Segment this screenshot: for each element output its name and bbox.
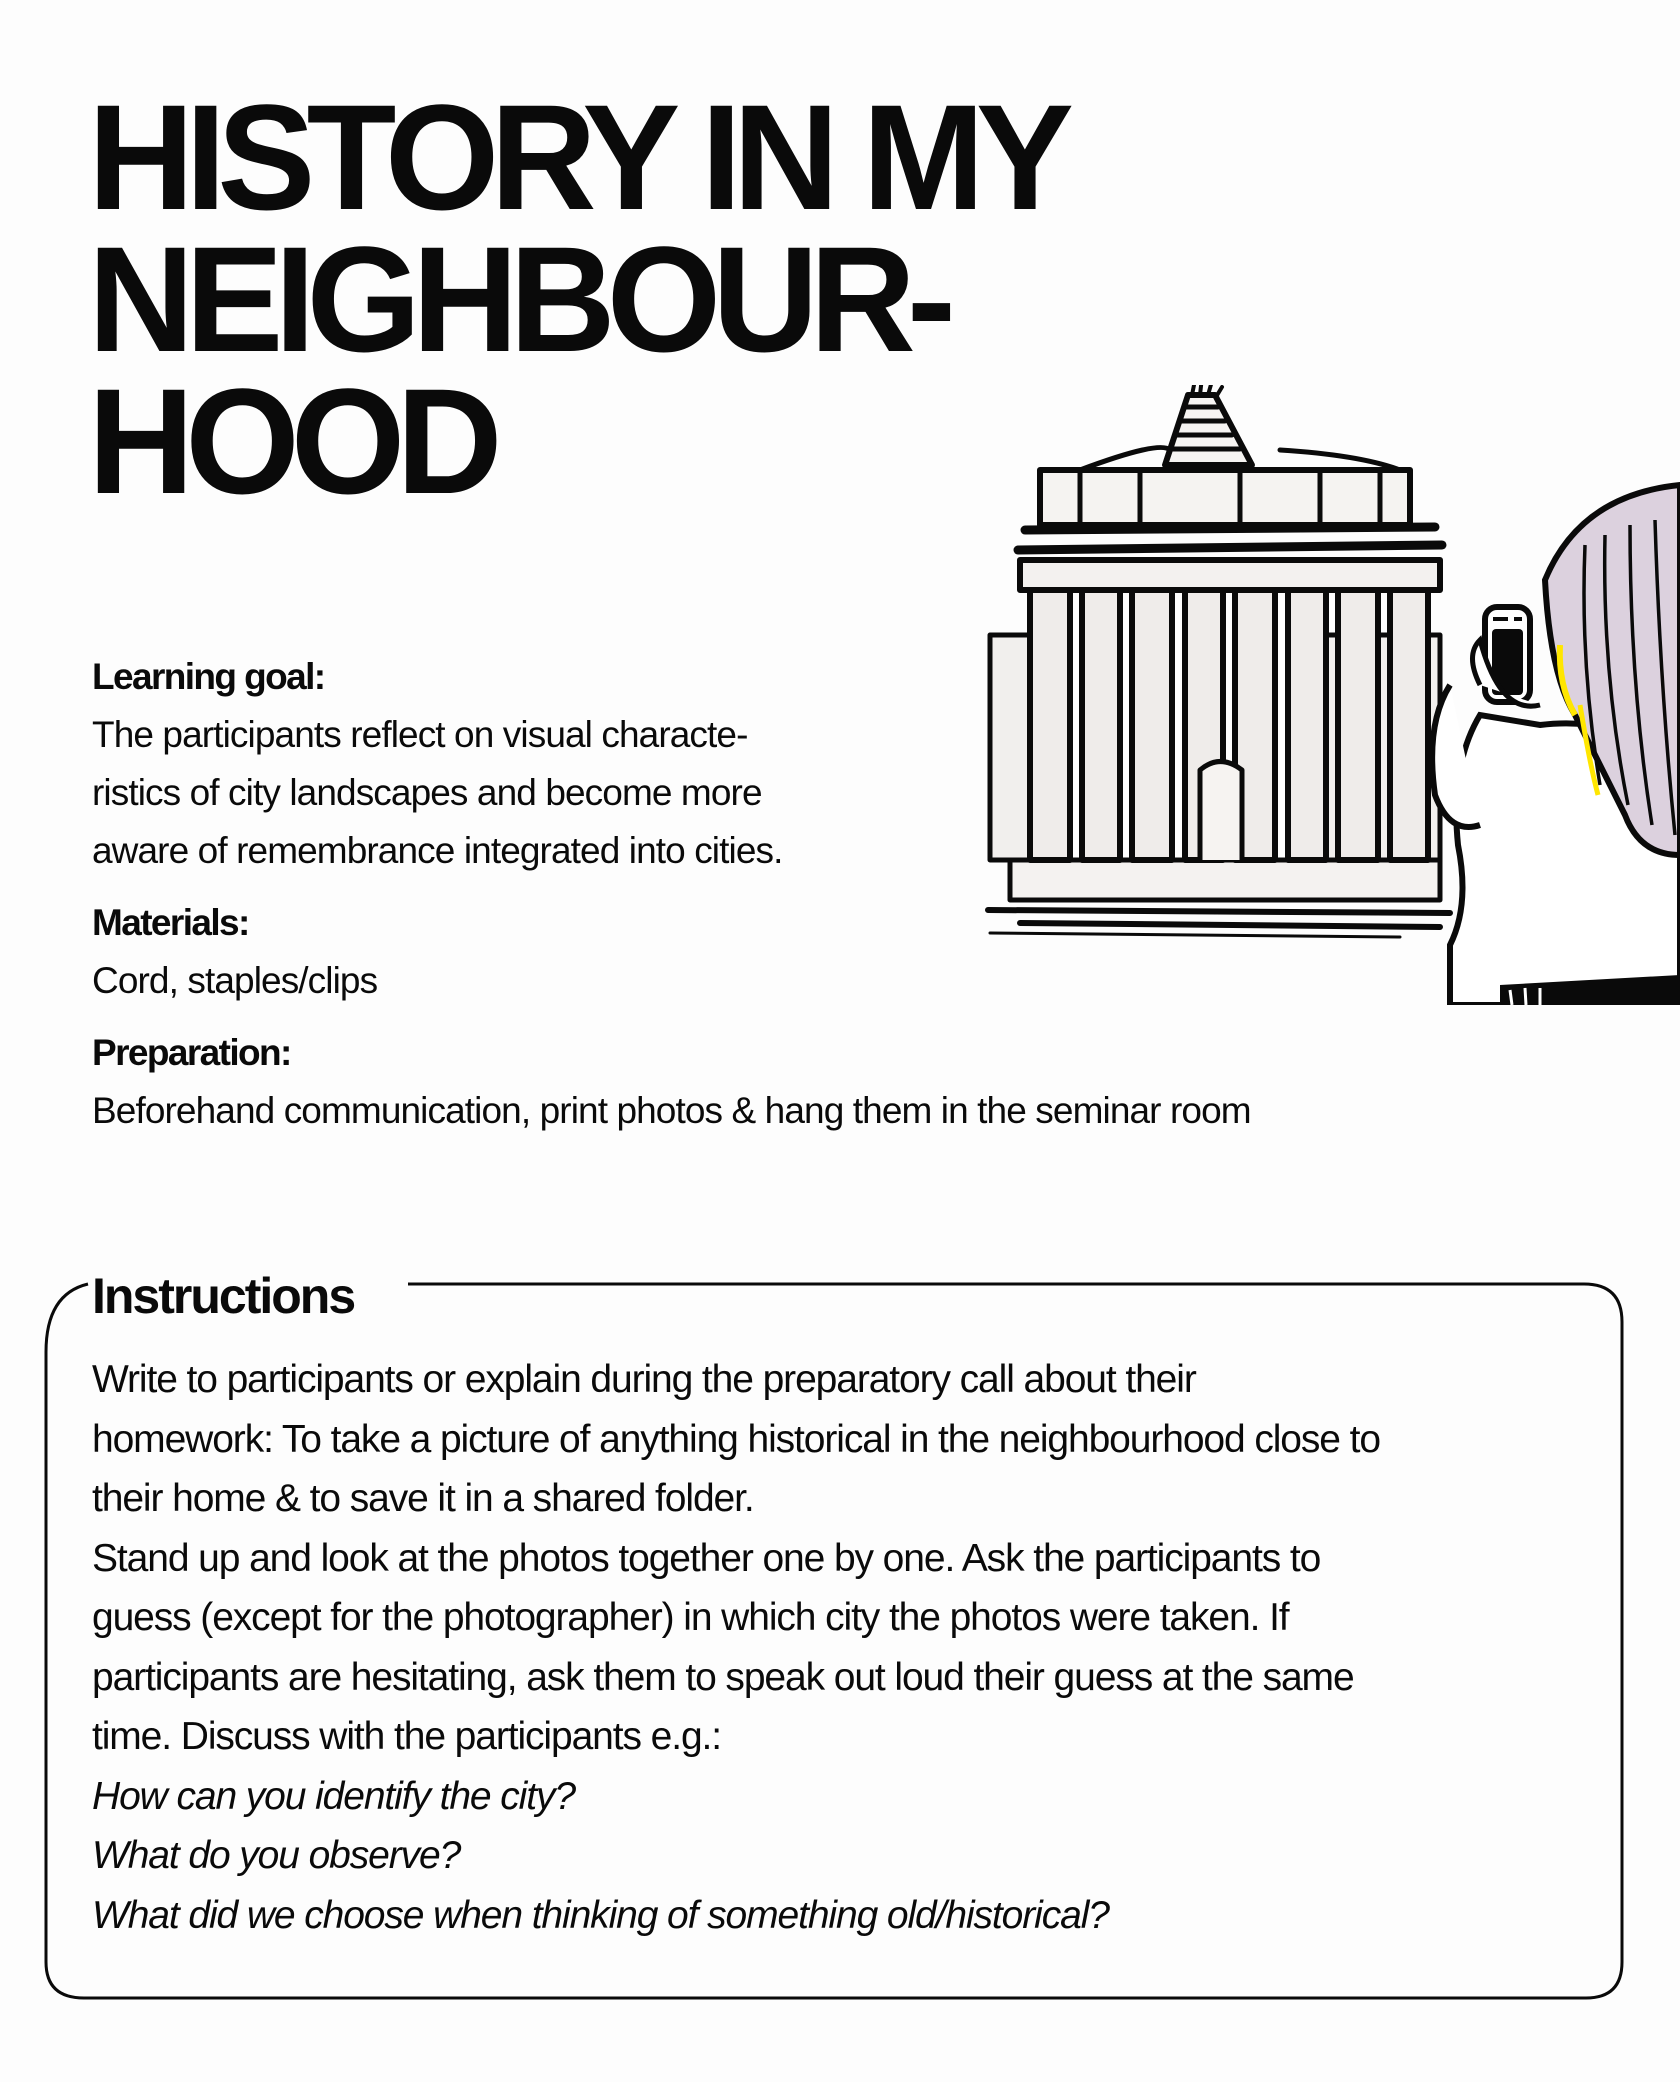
instructions-panel [38,1262,1628,2002]
illustration-svg [980,385,1680,1005]
instructions-line: guess (except for the photographer) in which city the photos were taken. If [92,1596,1289,1639]
ground-line [990,933,1400,937]
title-line: NEIGHBOUR- [88,215,948,383]
discussion-question: How can you identify the city? [92,1774,575,1818]
building-left-wing [990,635,1030,860]
ground-line [1020,923,1440,927]
building-base [1010,860,1440,900]
page-title [88,73,1066,525]
preparation-label: Preparation: [92,1032,291,1073]
entablature [1020,560,1440,590]
attic [1040,470,1410,525]
discussion-question: What did we choose when thinking of something old/historical? [92,1893,1109,1937]
instructions-line: Stand up and look at the photos together one by one. Ask the participants to [92,1536,1321,1580]
instructions-body [92,1350,1602,1945]
materials-label: Materials: [92,902,249,943]
activity-meta [92,648,1251,1154]
title-line: HISTORY IN MY [88,73,1066,241]
learning-goal-line: The participants reflect on visual characte- [92,714,748,755]
preparation-text: Beforehand communication, print photos & hang them in the seminar room [92,1090,1251,1131]
instructions-line: participants are hesitating, ask them to speak out loud their guess at the same [92,1655,1354,1699]
materials-text: Cord, staples/clips [92,960,378,1001]
learning-goal-text [92,706,992,880]
learning-goal-line: ristics of city landscapes and become more [92,772,762,813]
instructions-line: homework: To take a picture of anything historical in the neighbourhood close to [92,1417,1380,1461]
instructions-line: their home & to save it in a shared folder. [92,1477,754,1520]
ground-line [988,910,1450,913]
building-door [1200,762,1242,861]
learning-goal-line: aware of remembrance integrated into cities. [92,830,783,871]
building-photographer-illustration [980,385,1680,1005]
person-photographer [1432,485,1680,1005]
instructions-line: time. Discuss with the participants e.g.: [92,1715,722,1758]
learning-goal-label: Learning goal: [92,656,325,697]
instructions-line: Write to participants or explain during the preparatory call about their [92,1358,1196,1401]
discussion-question: What do you observe? [92,1834,461,1877]
instructions-heading: Instructions [92,1266,364,1326]
cornice [1018,545,1442,550]
title-line: HOOD [88,357,494,525]
